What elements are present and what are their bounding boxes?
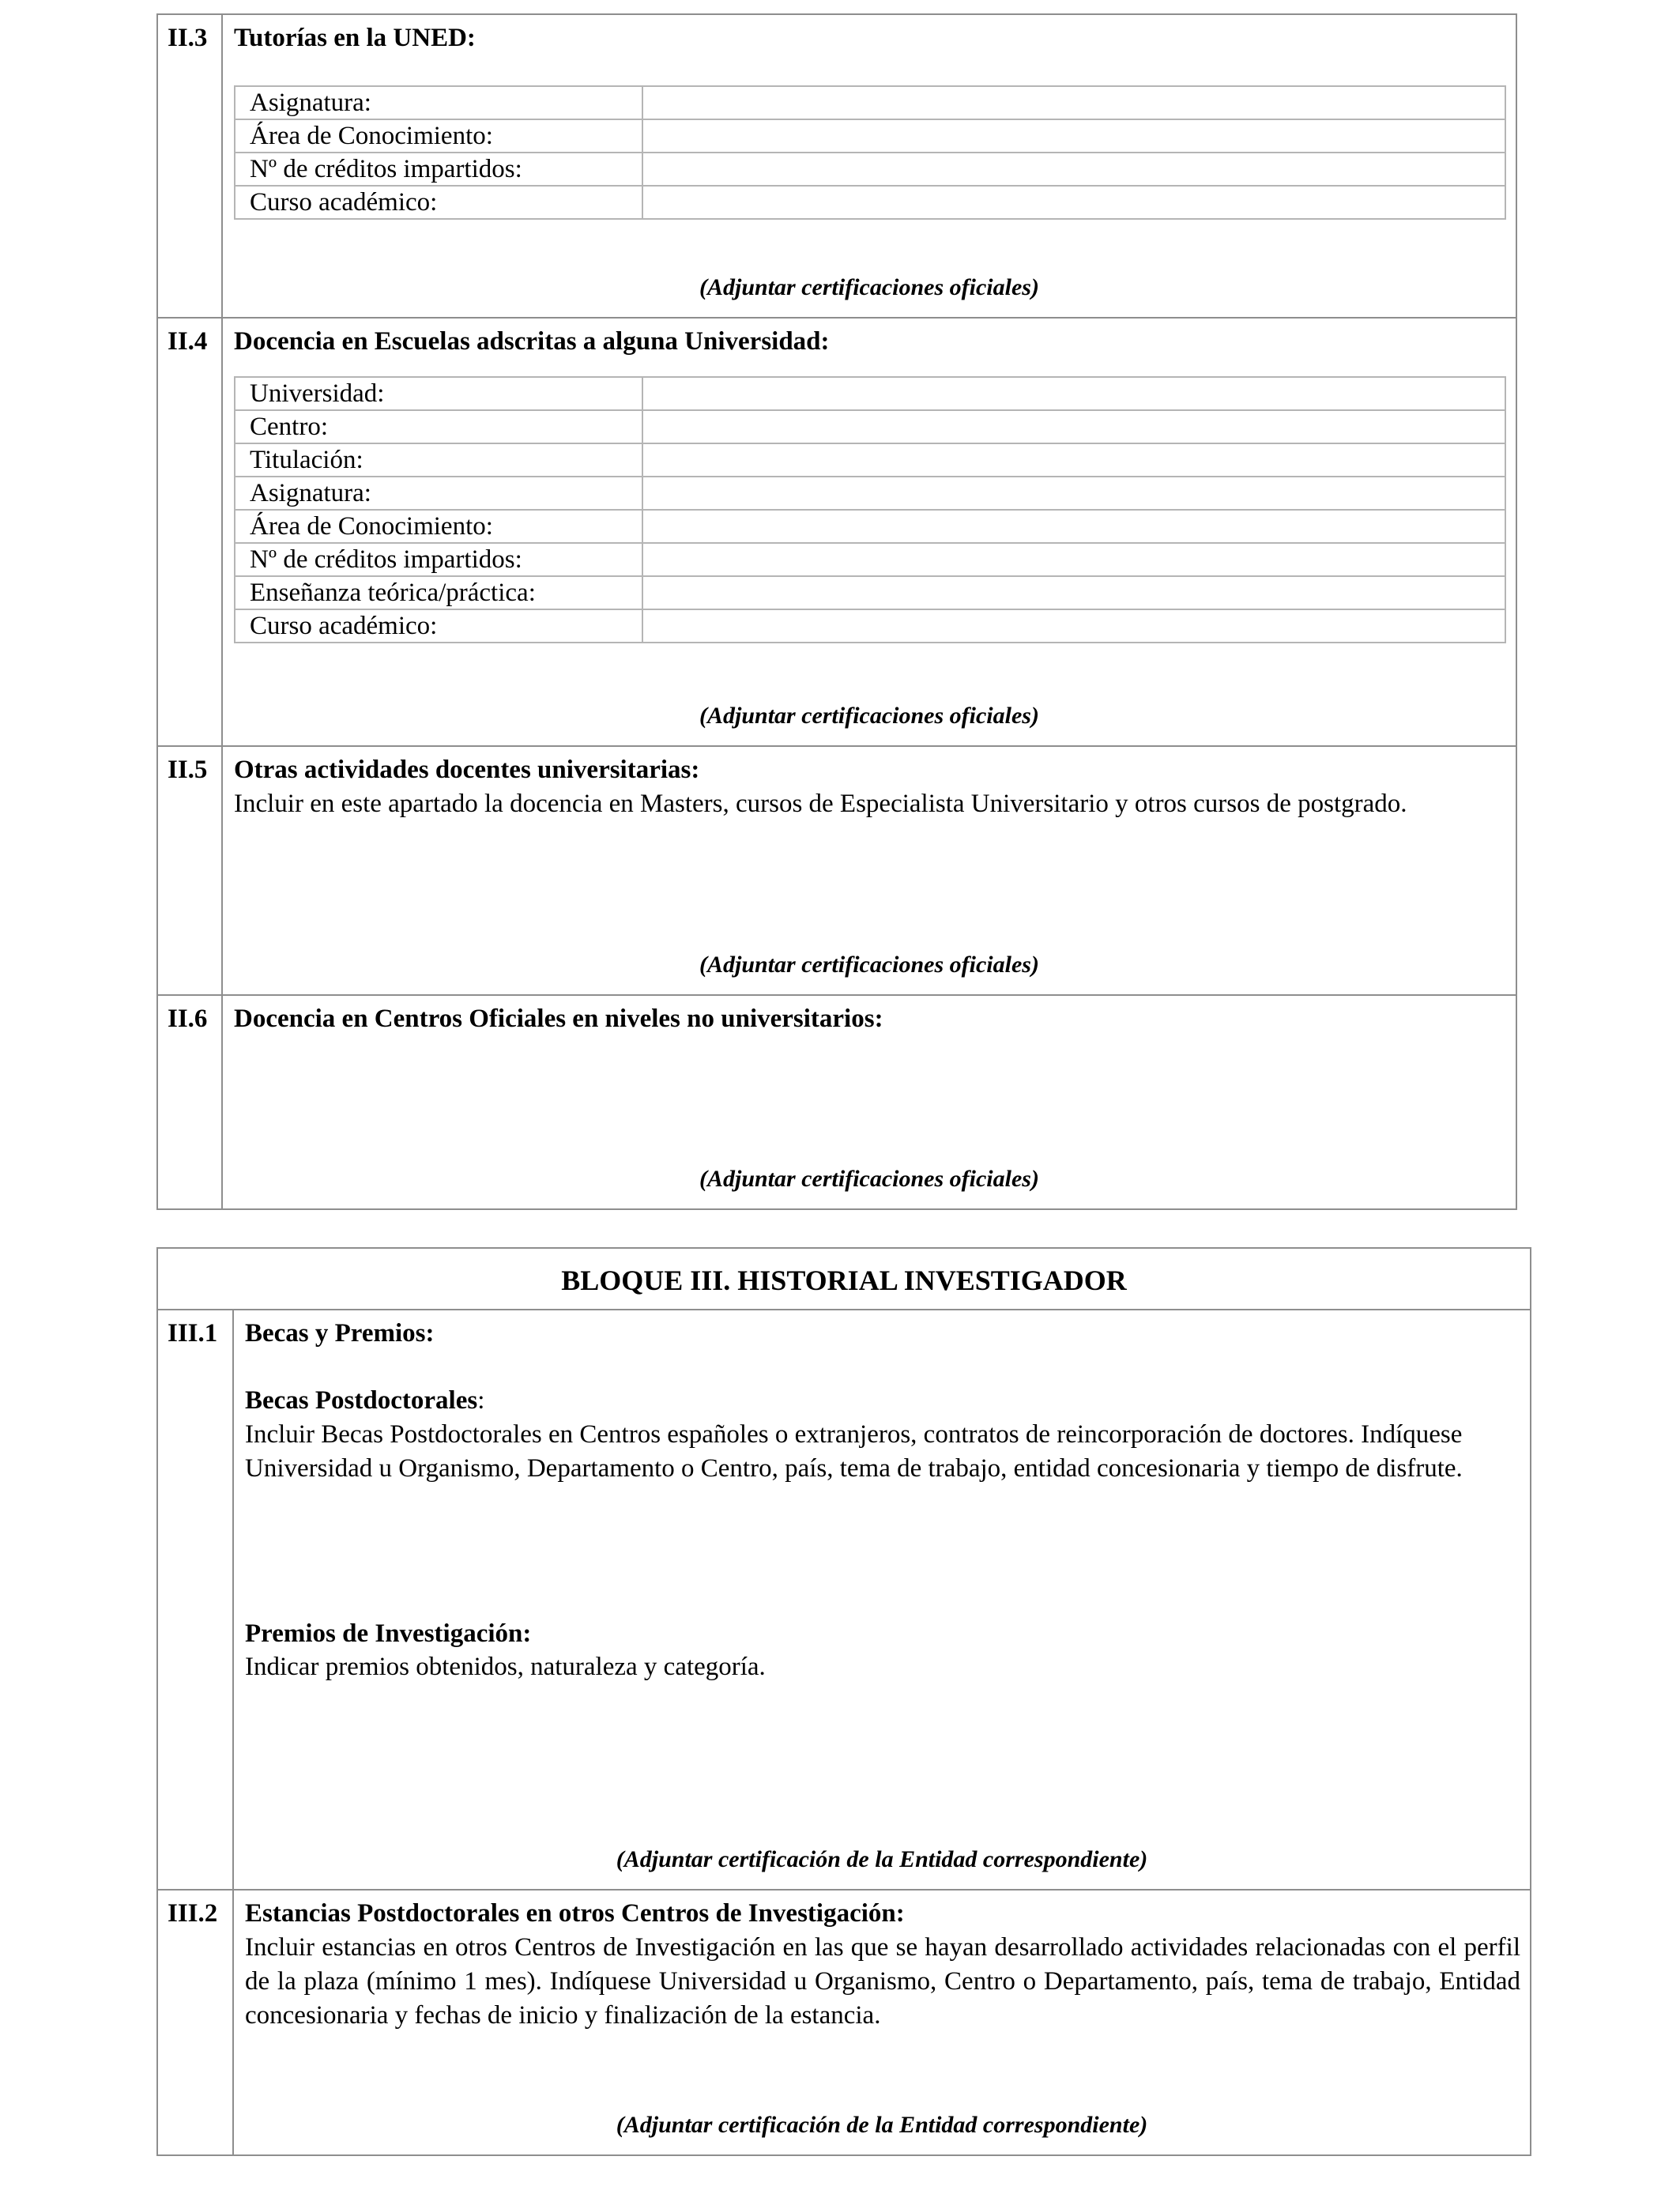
field-row [235, 576, 1505, 609]
field-row [235, 609, 1505, 643]
section-title: Otras actividades docentes universitarias: [234, 756, 700, 784]
section-content [233, 1310, 1531, 1890]
subsection-title: Becas Postdoctorales [245, 1385, 478, 1415]
attachment-note: (Adjuntar certificaciones oficiales) [699, 1166, 1039, 1192]
section-ii-4 [157, 318, 1516, 746]
field-row [235, 186, 1505, 219]
section-number: II.4 [157, 318, 222, 746]
section-iii-1 [157, 1310, 1531, 1890]
field-value[interactable] [642, 377, 1505, 410]
field-label: Área de Conocimiento: [235, 510, 642, 543]
field-value[interactable] [642, 119, 1505, 153]
field-label: Titulación: [235, 443, 642, 477]
section-content [222, 14, 1516, 318]
field-label: Curso académico: [235, 609, 642, 643]
field-row [235, 119, 1505, 153]
section-title: Docencia en Centros Oficiales en niveles no universitarios: [234, 1005, 883, 1033]
field-label: Asignatura: [235, 477, 642, 510]
attachment-note: (Adjuntar certificación de la Entidad correspondiente) [616, 1846, 1148, 1872]
field-label: Nº de créditos impartidos: [235, 153, 642, 186]
section-iii-2 [157, 1890, 1531, 2155]
section-number: II.6 [157, 995, 222, 1209]
section-number: II.3 [157, 14, 222, 318]
section-content [222, 995, 1516, 1209]
section-number: II.5 [157, 746, 222, 995]
section-number: III.1 [157, 1310, 233, 1890]
attachment-note: (Adjuntar certificación de la Entidad correspondiente) [616, 2112, 1148, 2138]
field-label: Enseñanza teórica/práctica: [235, 576, 642, 609]
field-label: Universidad: [235, 377, 642, 410]
subsection-description: Incluir Becas Postdoctorales en Centros españoles o extranjeros, contratos de reincorporación de doctores. Indíquese Universidad u Organismo, Departamento o Centro, país, tema de trabajo, entidad concesionaria y tiempo de disfrute. [245, 1419, 1463, 1483]
field-value[interactable] [642, 153, 1505, 186]
field-label: Asignatura: [235, 86, 642, 119]
fields-table [234, 376, 1506, 643]
becas-subsection [245, 1384, 1520, 1486]
field-row [235, 153, 1505, 186]
section-title: Tutorías en la UNED: [234, 24, 476, 52]
field-row [235, 443, 1505, 477]
premios-subsection [245, 1617, 1520, 1685]
field-label: Centro: [235, 410, 642, 443]
section-number: III.2 [157, 1890, 233, 2155]
field-value[interactable] [642, 410, 1505, 443]
section-title: Becas y Premios: [245, 1319, 435, 1348]
section-ii-5 [157, 746, 1516, 995]
section-description: Incluir en este apartado la docencia en Masters, cursos de Especialista Universitario y otros cursos de postgrado. [234, 789, 1407, 818]
field-label: Curso académico: [235, 186, 642, 219]
field-value[interactable] [642, 576, 1505, 609]
section-content [233, 1890, 1531, 2155]
subsection-description: Indicar premios obtenidos, naturaleza y categoría. [245, 1653, 766, 1682]
block-heading: BLOQUE III. HISTORIAL INVESTIGADOR [157, 1248, 1531, 1310]
section-ii-3 [157, 14, 1516, 318]
field-value[interactable] [642, 609, 1505, 643]
fields-table [234, 85, 1506, 220]
section-title: Docencia en Escuelas adscritas a alguna Universidad: [234, 327, 830, 356]
field-value[interactable] [642, 543, 1505, 576]
attachment-note: (Adjuntar certificaciones oficiales) [699, 952, 1039, 978]
field-label: Área de Conocimiento: [235, 119, 642, 153]
subsection-title: Premios de Investigación: [245, 1619, 532, 1648]
field-value[interactable] [642, 186, 1505, 219]
section-content [222, 318, 1516, 746]
subsection-colon: : [477, 1385, 485, 1415]
field-row [235, 510, 1505, 543]
attachment-note: (Adjuntar certificaciones oficiales) [699, 703, 1039, 729]
section-description: Incluir estancias en otros Centros de Investigación en las que se hayan desarrollado actividades relacionadas con el perfil de la plaza (mínimo 1 mes). Indíquese Universidad u Organismo, Centro o Departamento, país, tema de trabajo, Entidad concesionaria y fechas de inicio y finalización de la estancia. [245, 1932, 1520, 2030]
field-row [235, 377, 1505, 410]
section-title: Estancias Postdoctorales en otros Centros de Investigación: [245, 1899, 905, 1928]
field-row [235, 86, 1505, 119]
field-value[interactable] [642, 86, 1505, 119]
block-2-table [156, 13, 1517, 1210]
field-value[interactable] [642, 443, 1505, 477]
block-3-table [156, 1247, 1531, 2156]
field-row [235, 477, 1505, 510]
section-content [222, 746, 1516, 995]
attachment-note: (Adjuntar certificaciones oficiales) [699, 274, 1039, 300]
field-row [235, 410, 1505, 443]
field-value[interactable] [642, 477, 1505, 510]
field-row [235, 543, 1505, 576]
section-ii-6 [157, 995, 1516, 1209]
block-heading-row [157, 1248, 1531, 1310]
field-value[interactable] [642, 510, 1505, 543]
field-label: Nº de créditos impartidos: [235, 543, 642, 576]
